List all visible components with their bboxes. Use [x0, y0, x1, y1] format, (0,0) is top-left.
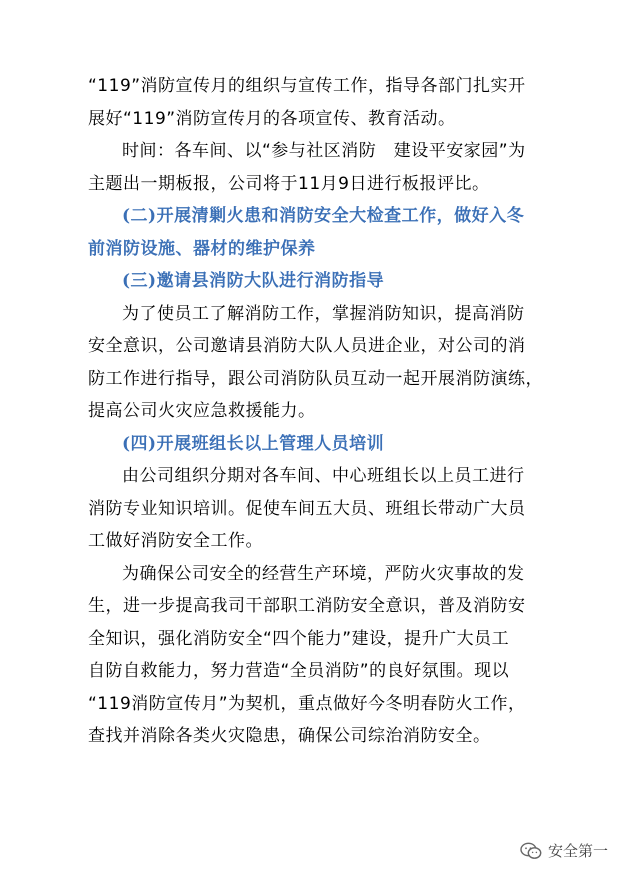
- body-line: 由公司组织分期对各车间、中心班组长以上员工进行: [122, 466, 525, 486]
- body-line: 主题出一期板报，公司将于11月9日进行板报评比。: [88, 173, 490, 194]
- body-line: “119”消防宣传月的组织与宣传工作，指导各部门扎实开: [88, 76, 526, 96]
- body-line: 为确保公司安全的经营生产环境，严防火灾事故的发: [122, 563, 525, 584]
- body-line: 工做好消防安全工作。: [88, 531, 263, 551]
- wechat-icon: [520, 842, 542, 860]
- body-line: 自防自救能力，努力营造“全员消防”的良好氛围。现以: [88, 661, 510, 681]
- watermark-label: 安全第一: [547, 842, 608, 860]
- body-line: “119消防宣传月”为契机，重点做好今冬明春防火工作，: [88, 693, 526, 714]
- body-line: 防工作进行指导，跟公司消防队员互动一起开展消防演练，: [88, 368, 543, 389]
- watermark: [520, 840, 608, 861]
- body-line: 生，进一步提高我司干部职工消防安全意识，普及消防安: [88, 596, 526, 616]
- body-line: 安全意识，公司邀请县消防大队人员进企业，对公司的消: [88, 336, 526, 356]
- body-line: 消防专业知识培训。促使车间五大员、班组长带动广大员: [88, 498, 526, 519]
- body-line: 时间：各车间、以“参与社区消防 建设平安家园”为: [122, 141, 526, 161]
- body-line: 查找并消除各类火灾隐患，确保公司综治消防安全。: [88, 726, 491, 746]
- section-heading-2-cont: 前消防设施、器材的维护保养: [88, 238, 316, 259]
- body-line: 全知识，强化消防安全“四个能力”建设，提升广大员工: [88, 628, 510, 649]
- section-heading-4: (四)开展班组长以上管理人员培训: [122, 433, 385, 454]
- section-heading-3: (三)邀请县消防大队进行消防指导: [122, 271, 385, 291]
- body-line: 提高公司火灾应急救援能力。: [88, 401, 316, 421]
- body-line: 展好“119”消防宣传月的各项宣传、教育活动。: [88, 108, 456, 129]
- body-line: 为了使员工了解消防工作，掌握消防知识，提高消防: [122, 303, 525, 324]
- section-heading-2: (二)开展清剿火患和消防安全大检查工作，做好入冬: [122, 206, 525, 226]
- document-page: [88, 70, 543, 753]
